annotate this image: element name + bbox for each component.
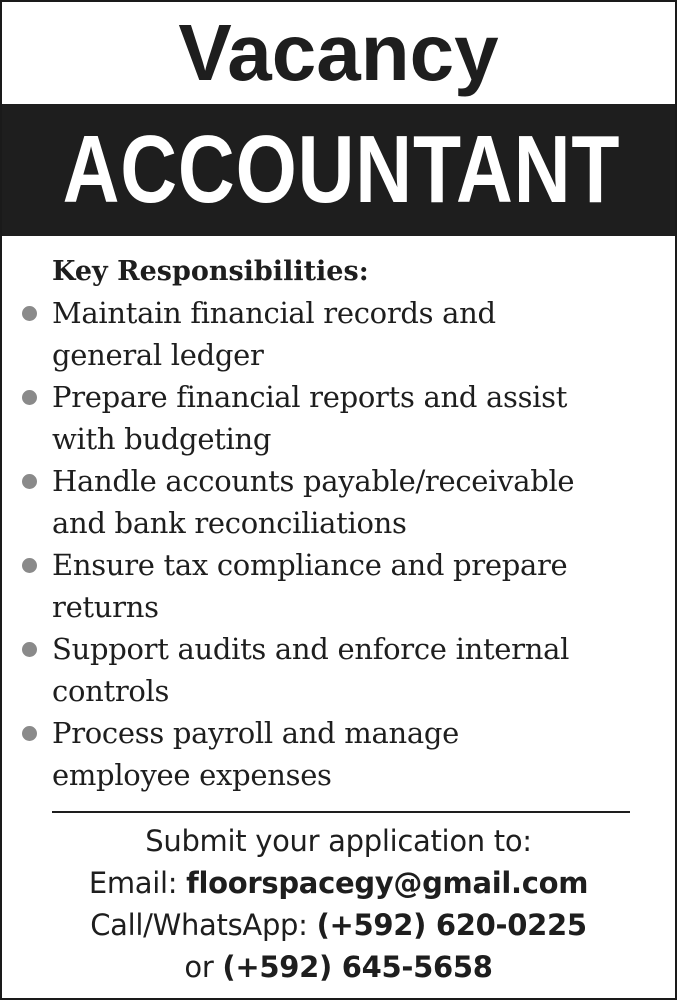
item-line: and bank reconciliations bbox=[52, 506, 407, 540]
list-item bbox=[2, 712, 677, 796]
bullet-icon bbox=[22, 558, 37, 573]
list-item bbox=[2, 460, 677, 544]
phone-link-primary[interactable]: (+592) 620-0225 bbox=[316, 908, 587, 942]
item-line: Support audits and enforce internal bbox=[52, 632, 570, 666]
item-line: Handle accounts payable/receivable bbox=[52, 464, 575, 498]
email-line bbox=[2, 862, 675, 904]
page-title: Vacancy bbox=[178, 8, 499, 97]
item-line: with budgeting bbox=[52, 422, 272, 456]
list-item bbox=[2, 292, 677, 376]
item-line: employee expenses bbox=[52, 758, 332, 792]
position-banner bbox=[2, 104, 675, 236]
divider bbox=[52, 811, 630, 813]
list-item bbox=[2, 376, 677, 460]
item-line: controls bbox=[52, 674, 170, 708]
phone-line bbox=[2, 904, 675, 946]
item-line: general ledger bbox=[52, 338, 264, 372]
bullet-icon bbox=[22, 474, 37, 489]
item-line: Process payroll and manage bbox=[52, 716, 459, 750]
item-line: Ensure tax compliance and prepare bbox=[52, 548, 568, 582]
list-item bbox=[2, 544, 677, 628]
contact-intro: Submit your application to: bbox=[145, 824, 532, 858]
bullet-icon bbox=[22, 726, 37, 741]
list-item bbox=[2, 628, 677, 712]
bullet-icon bbox=[22, 390, 37, 405]
bullet-icon bbox=[22, 306, 37, 321]
position-title: ACCOUNTANT bbox=[62, 116, 621, 223]
item-line: returns bbox=[52, 590, 159, 624]
responsibilities-list bbox=[2, 292, 677, 796]
contact-section bbox=[2, 820, 675, 988]
or-label: or bbox=[184, 950, 214, 984]
item-line: Prepare financial reports and assist bbox=[52, 380, 568, 414]
item-line: Maintain financial records and bbox=[52, 296, 496, 330]
bullet-icon bbox=[22, 642, 37, 657]
email-link[interactable]: floorspacegy@gmail.com bbox=[186, 866, 589, 900]
phone-link-secondary[interactable]: (+592) 645-5658 bbox=[222, 950, 493, 984]
phone-label: Call/WhatsApp: bbox=[90, 908, 308, 942]
phone-line-alt bbox=[2, 946, 675, 988]
email-label: Email: bbox=[88, 866, 178, 900]
responsibilities-heading: Key Responsibilities: bbox=[52, 256, 369, 287]
